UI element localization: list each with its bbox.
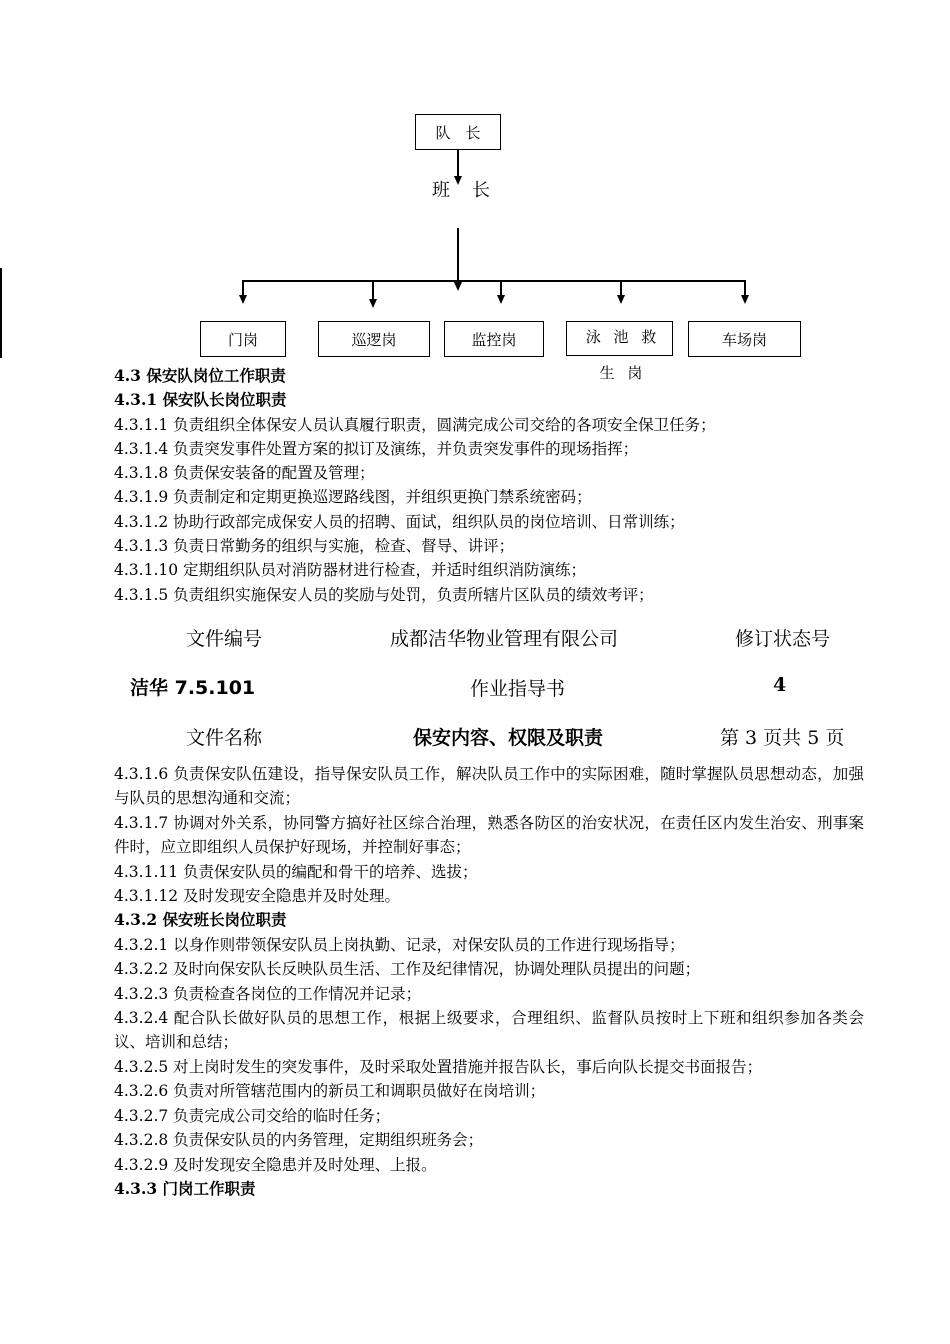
arrow-icon [741, 295, 749, 304]
revision-value: 4 [773, 674, 787, 696]
doc-type: 作业指导书 [470, 678, 566, 700]
org-box-patrol [318, 321, 430, 357]
section-heading: 4.3.3 门岗工作职责 [114, 1178, 256, 1198]
paragraph: 4.3.2.8 负责保安队员的内务管理，定期组织班务会； [114, 1131, 484, 1150]
org-connector [457, 228, 459, 282]
paragraph: 4.3.2.2 及时向保安队长反映队员生活、工作及纪律情况，协调处理队员提出的问题； [114, 960, 701, 979]
org-connector [500, 280, 502, 296]
org-box-gate [200, 321, 286, 357]
org-box-captain [415, 114, 501, 150]
revision-label: 修订状态号 [735, 628, 831, 650]
org-box-parking [688, 321, 801, 357]
paragraph: 4.3.1.2 协助行政部完成保安人员的招聘、面试，组织队员的岗位培训、日常训练； [114, 512, 685, 531]
file-no-label: 文件编号 [186, 628, 263, 650]
paragraph: 4.3.1.5 负责组织实施保安人员的奖励与处罚，负责所辖片区队员的绩效考评； [114, 585, 654, 604]
org-post-label: 监控岗 [471, 330, 517, 349]
paragraph: 4.3.2.7 负责完成公司交给的临时任务； [114, 1106, 391, 1125]
org-post-label: 泳 池 救 生 岗 [585, 328, 661, 382]
org-connector [620, 280, 622, 296]
org-post-label: 门岗 [227, 330, 258, 349]
org-connector [744, 280, 746, 296]
paragraph: 4.3.1.9 负责制定和定期更换巡逻路线图，并组织更换门禁系统密码； [114, 488, 592, 507]
arrow-icon [369, 299, 377, 308]
paragraph: 4.3.1.4 负责突发事件处置方案的拟订及演练，并负责突发事件的现场指挥； [114, 439, 639, 458]
org-connector [242, 280, 745, 282]
org-post-label: 车场岗 [721, 330, 767, 349]
org-connector [242, 280, 244, 296]
paragraph: 4.3.1.3 负责日常勤务的组织与实施，检查、督导、讲评； [114, 537, 515, 556]
paragraph: 4.3.1.12 及时发现安全隐患并及时处理。 [114, 887, 401, 906]
arrow-icon [454, 282, 462, 291]
arrow-icon [497, 295, 505, 304]
paragraph: 4.3.1.7 协调对外关系，协同警方搞好社区综合治理，熟悉各防区的治安状况，在责任区内发生治安、刑事案件时，应立即组织人员保护好现场，并控制好事态； [114, 813, 864, 857]
paragraph: 4.3.2.3 负责检查各岗位的工作情况并记录； [114, 984, 422, 1003]
section-heading: 4.3 保安队岗位工作职责 [114, 366, 286, 385]
paragraph: 4.3.2.5 对上岗时发生的突发事件，及时采取处置措施并报告队长，事后向队长提交书面报告； [114, 1057, 763, 1076]
paragraph: 4.3.1.6 负责保安队伍建设，指导保安队员工作，解决队员工作中的实际困难，随时掌握队员思想动态，加强与队员的思想沟通和交流； [114, 765, 864, 808]
org-squad-leader-label: 班 长 [432, 180, 492, 201]
arrow-icon [239, 295, 247, 304]
org-captain-label: 队 长 [435, 123, 481, 142]
paragraph: 4.3.1.1 负责组织全体保安人员认真履行职责，圆满完成公司交给的各项安全保卫任务； [114, 415, 716, 434]
file-name: 保安内容、权限及职责 [413, 727, 604, 749]
arrow-icon [617, 295, 625, 304]
org-box-monitor [444, 321, 544, 357]
file-name-label: 文件名称 [186, 727, 263, 749]
section-heading: 4.3.2 保安班长岗位职责 [114, 910, 287, 930]
paragraph: 4.3.2.9 及时发现安全隐患并及时处理、上报。 [114, 1155, 437, 1174]
paragraph: 4.3.2.6 负责对所管辖范围内的新员工和调职员做好在岗培训； [114, 1082, 546, 1101]
org-box-pool [566, 321, 673, 382]
org-connector [457, 150, 459, 178]
org-connector [372, 280, 374, 299]
org-post-label: 巡逻岗 [351, 330, 397, 349]
section-b [114, 762, 864, 1201]
paragraph: 4.3.2.1 以身作则带领保安队员上岗执勤、记录，对保安队员的工作进行现场指导； [114, 935, 685, 954]
paragraph: 4.3.1.10 定期组织队员对消防器材进行检查，并适时组织消防演练； [114, 561, 587, 580]
file-no: 洁华 7.5.101 [130, 677, 256, 699]
paragraph: 4.3.1.11 负责保安队员的编配和骨干的培养、选拔； [114, 862, 478, 881]
company-name: 成都洁华物业管理有限公司 [390, 628, 619, 650]
paragraph: 4.3.1.8 负责保安装备的配置及管理； [114, 464, 375, 483]
section-heading: 4.3.1 保安队长岗位职责 [114, 390, 287, 410]
page-info: 第 3 页共 5 页 [720, 727, 845, 749]
paragraph: 4.3.2.4 配合队长做好队员的思想工作，根据上级要求，合理组织、监督队员按时上下班和组织参加各类会议、培训和总结； [114, 1009, 864, 1052]
section-a [114, 364, 874, 607]
margin-mark [0, 268, 2, 358]
